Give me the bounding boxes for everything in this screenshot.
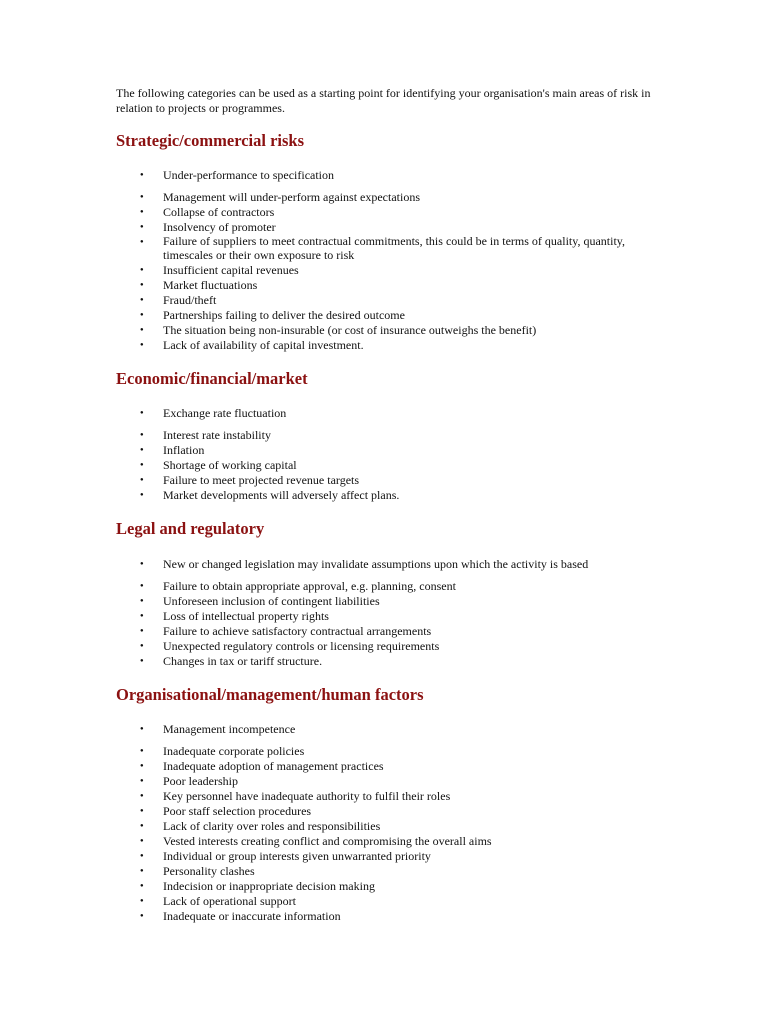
list-item: ● Partnerships failing to deliver the desired outcome bbox=[0, 308, 768, 323]
list-item: ● Lack of clarity over roles and responsibilities bbox=[0, 819, 768, 834]
list-item: ● Collapse of contractors bbox=[0, 205, 768, 220]
list-item: ● Inadequate adoption of management practices bbox=[0, 759, 768, 774]
list-strategic bbox=[0, 168, 768, 353]
list-item: ● Failure to obtain appropriate approval, e.g. planning, consent bbox=[0, 579, 768, 594]
list-item: ● Individual or group interests given unwarranted priority bbox=[0, 849, 768, 864]
list-item: ● Changes in tax or tariff structure. bbox=[0, 654, 768, 669]
list-item: ● Inadequate corporate policies bbox=[0, 744, 768, 759]
list-item: ● Vested interests creating conflict and compromising the overall aims bbox=[0, 834, 768, 849]
list-item: ● Failure to achieve satisfactory contractual arrangements bbox=[0, 624, 768, 639]
list-item: ● Poor staff selection procedures bbox=[0, 804, 768, 819]
list-item: ● Loss of intellectual property rights bbox=[0, 609, 768, 624]
list-item: ● Lack of operational support bbox=[0, 894, 768, 909]
list-legal bbox=[0, 557, 768, 669]
list-item: ● Unforeseen inclusion of contingent liabilities bbox=[0, 594, 768, 609]
list-item: ● Fraud/theft bbox=[0, 293, 768, 308]
list-item: ● Key personnel have inadequate authority to fulfil their roles bbox=[0, 789, 768, 804]
list-item: ● Failure to meet projected revenue targets bbox=[0, 473, 768, 488]
section-heading-strategic: Strategic/commercial risks bbox=[116, 131, 305, 150]
list-item: ● Insolvency of promoter bbox=[0, 220, 768, 235]
list-item: ● Insufficient capital revenues bbox=[0, 263, 768, 278]
list-item: ● Interest rate instability bbox=[0, 428, 768, 443]
list-item: ● Failure of suppliers to meet contractual commitments, this could be in terms of quality, quantity, timescales or their own exposure to risk bbox=[0, 235, 768, 263]
list-item: ● Inflation bbox=[0, 443, 768, 458]
list-item: ● Market developments will adversely affect plans. bbox=[0, 488, 768, 503]
list-item: ● Poor leadership bbox=[0, 774, 768, 789]
list-item: ● Shortage of working capital bbox=[0, 458, 768, 473]
list-item: ● Inadequate or inaccurate information bbox=[0, 909, 768, 924]
list-item: ● Indecision or inappropriate decision making bbox=[0, 879, 768, 894]
list-economic bbox=[0, 406, 768, 503]
list-item: ● Personality clashes bbox=[0, 864, 768, 879]
list-item: ● Market fluctuations bbox=[0, 278, 768, 293]
section-heading-legal: Legal and regulatory bbox=[116, 519, 265, 538]
list-item: ● Lack of availability of capital investment. bbox=[0, 338, 768, 353]
list-item: ● New or changed legislation may invalidate assumptions upon which the activity is based bbox=[0, 557, 768, 572]
intro-paragraph: The following categories can be used as a starting point for identifying your organisation's main areas of risk in relation to projects or programmes. bbox=[116, 86, 651, 115]
list-item: ● Unexpected regulatory controls or licensing requirements bbox=[0, 639, 768, 654]
list-item: ● Management will under-perform against expectations bbox=[0, 190, 768, 205]
list-item: ● The situation being non-insurable (or cost of insurance outweighs the benefit) bbox=[0, 323, 768, 338]
list-organisational bbox=[0, 722, 768, 924]
list-item: ● Under-performance to specification bbox=[0, 168, 768, 183]
list-item: ● Exchange rate fluctuation bbox=[0, 406, 768, 421]
section-heading-organisational: Organisational/management/human factors bbox=[116, 685, 424, 704]
section-heading-economic: Economic/financial/market bbox=[116, 369, 308, 388]
list-item: ● Management incompetence bbox=[0, 722, 768, 737]
